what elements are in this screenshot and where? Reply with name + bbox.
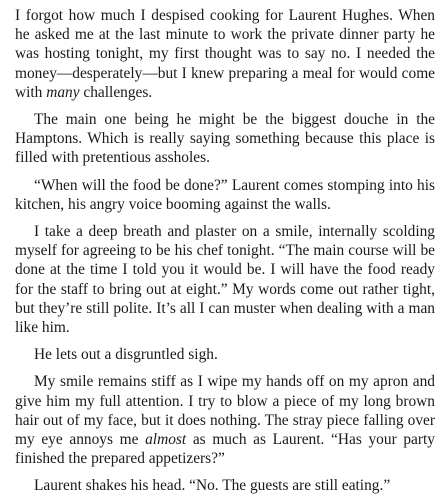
book-page — [15, 6, 435, 496]
paragraph-2: The main one being he might be the biggest douche in the Hamptons. Which is really saying something because this place is filled with pretentious assholes. — [15, 111, 435, 167]
paragraph-1-emphasis: many — [46, 83, 80, 101]
paragraph-1-text-start: I forgot how much I despised cooking for Laurent Hughes. When he asked me at the last minute to work the private dinner party he was hosting tonight, my first thought was to say no. I needed the money—desperately—but I knew preparing a meal for would come with — [15, 7, 435, 101]
paragraph-7: Laurent shakes his head. “No. The guests are still eating.” — [34, 477, 391, 495]
paragraph-1-text-end: challenges. — [79, 83, 153, 101]
paragraph-1 — [15, 6, 435, 102]
paragraph-6 — [15, 372, 435, 468]
paragraph-4: I take a deep breath and plaster on a smile, internally scolding myself for agreeing to be his chef tonight. “The main course will be done at the time I told you it would be. I will have the food ready for the staff to bring out at eight.” My words come out rather tight, but they’re still polite. It’s all I can muster when dealing with a man like him. — [15, 223, 435, 337]
paragraph-5: He lets out a disgruntled sigh. — [34, 346, 218, 364]
paragraph-6-emphasis: almost — [145, 431, 187, 449]
paragraph-3: “When will the food be done?” Laurent comes stomping into his kitchen, his angry voice booming against the walls. — [15, 176, 435, 213]
paragraph-6-text-start: My smile remains stiff as I wipe my hands off on my apron and give him my full attention. I try to blow a piece of my long brown hair out of my face, but it does nothing. The stray piece falling over my eye annoys me — [15, 373, 435, 449]
paragraph-6-text-end: as much as Laurent. “Has your party finished the prepared appetizers?” — [15, 431, 435, 468]
